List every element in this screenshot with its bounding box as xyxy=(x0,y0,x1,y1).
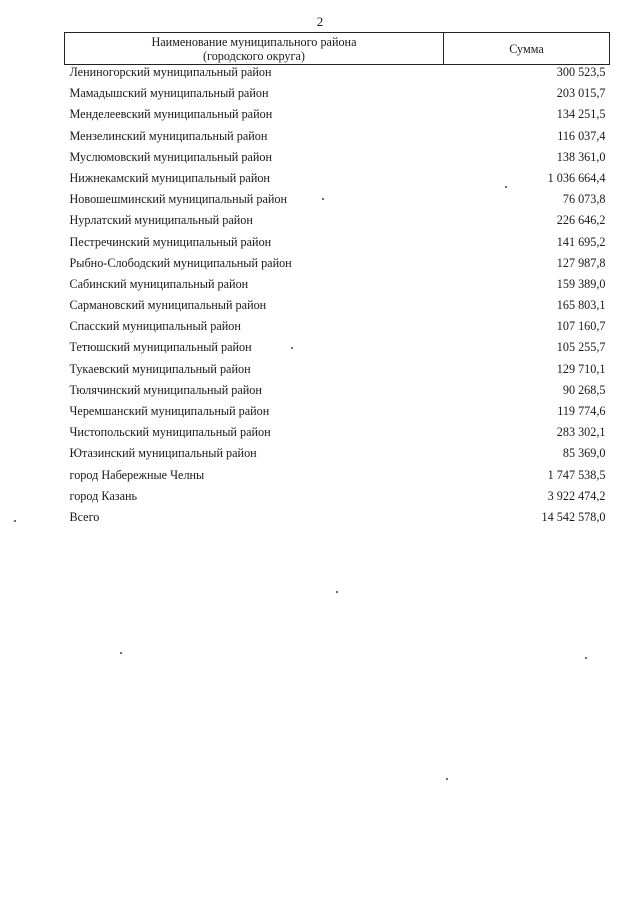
district-name: Спасский муниципальный район xyxy=(69,319,241,334)
district-amount: 134 251,5 xyxy=(556,107,606,122)
district-amount: 300 523,5 xyxy=(556,65,606,79)
scan-speck xyxy=(446,778,448,780)
district-name: Лениногорский муниципальный район xyxy=(69,65,272,79)
district-name: Нижнекамский муниципальный район xyxy=(69,170,270,185)
district-amount: 127 987,8 xyxy=(556,255,606,270)
table-row xyxy=(65,65,610,87)
table-header-row xyxy=(65,33,610,65)
district-name: Сармановский муниципальный район xyxy=(69,298,267,313)
total-amount: 14 542 578,0 xyxy=(541,509,606,524)
budget-table xyxy=(64,32,610,531)
district-name: Тюлячинский муниципальный район xyxy=(69,382,262,397)
table-row xyxy=(65,468,610,489)
district-name: город Казань xyxy=(69,488,138,503)
table-row xyxy=(65,362,610,383)
table-row xyxy=(65,404,610,425)
table-row xyxy=(65,86,610,107)
district-name: Рыбно-Слободский муниципальный район xyxy=(69,255,292,270)
scan-speck xyxy=(291,347,293,349)
column-header-district-name xyxy=(65,33,444,65)
district-name: Ютазинский муниципальный район xyxy=(69,446,257,461)
district-amount: 129 710,1 xyxy=(556,361,606,376)
table-row xyxy=(65,340,610,361)
table-row xyxy=(65,150,610,171)
table-row xyxy=(65,489,610,510)
district-name: город Набережные Челны xyxy=(69,467,205,482)
column-header-name-line1: Наименование муниципального района xyxy=(151,34,357,49)
table-row xyxy=(65,425,610,446)
district-amount: 105 255,7 xyxy=(556,340,606,355)
district-amount: 226 646,2 xyxy=(556,213,606,228)
district-amount: 3 922 474,2 xyxy=(547,488,606,503)
district-amount: 283 302,1 xyxy=(556,425,606,440)
district-name: Новошешминский муниципальный район xyxy=(69,192,288,207)
table-row xyxy=(65,192,610,213)
district-amount: 1 747 538,5 xyxy=(547,467,606,482)
table-row xyxy=(65,129,610,150)
table-row xyxy=(65,298,610,319)
scan-speck xyxy=(14,520,16,522)
table-row xyxy=(65,277,610,298)
total-label: Всего xyxy=(69,509,100,524)
district-name: Мамадышский муниципальный район xyxy=(69,86,269,101)
scan-speck xyxy=(585,657,587,659)
district-name: Тукаевский муниципальный район xyxy=(69,361,251,376)
district-amount: 119 774,6 xyxy=(557,404,606,418)
scan-speck xyxy=(322,198,324,200)
district-amount: 107 160,7 xyxy=(556,319,606,334)
scan-speck xyxy=(505,186,507,188)
district-amount: 159 389,0 xyxy=(556,276,606,291)
district-amount: 1 036 664,4 xyxy=(547,170,606,185)
table-body xyxy=(65,65,610,532)
table-row xyxy=(65,171,610,192)
table-row xyxy=(65,107,610,128)
column-header-name-line2: (городского округа) xyxy=(202,48,305,63)
table-row xyxy=(65,235,610,256)
district-name: Нурлатский муниципальный район xyxy=(69,213,253,228)
column-header-sum: Сумма xyxy=(443,33,609,65)
district-name: Менделеевский муниципальный район xyxy=(69,107,273,122)
district-name: Мензелинский муниципальный район xyxy=(69,128,268,143)
table-row xyxy=(65,256,610,277)
scan-speck xyxy=(120,652,122,654)
total-row xyxy=(65,510,610,531)
table-row xyxy=(65,213,610,234)
district-amount: 141 695,2 xyxy=(556,234,606,249)
district-amount: 203 015,7 xyxy=(556,86,606,101)
scan-speck xyxy=(336,591,338,593)
district-amount: 76 073,8 xyxy=(562,192,606,207)
district-amount: 138 361,0 xyxy=(556,149,606,164)
district-name: Чистопольский муниципальный район xyxy=(69,425,271,440)
district-name: Сабинский муниципальный район xyxy=(69,276,249,291)
page-number: 2 xyxy=(316,14,324,29)
district-amount: 85 369,0 xyxy=(562,446,606,461)
district-name: Муслюмовский муниципальный район xyxy=(69,149,272,164)
table-header xyxy=(65,33,610,65)
district-name: Черемшанский муниципальный район xyxy=(69,404,270,418)
district-amount: 90 268,5 xyxy=(562,382,606,397)
district-amount: 116 037,4 xyxy=(557,128,606,143)
table-row xyxy=(65,319,610,340)
district-amount: 165 803,1 xyxy=(556,298,606,313)
table-row xyxy=(65,383,610,404)
district-name: Пестречинский муниципальный район xyxy=(69,234,272,249)
table-row xyxy=(65,446,610,467)
district-name: Тетюшский муниципальный район xyxy=(69,340,252,355)
